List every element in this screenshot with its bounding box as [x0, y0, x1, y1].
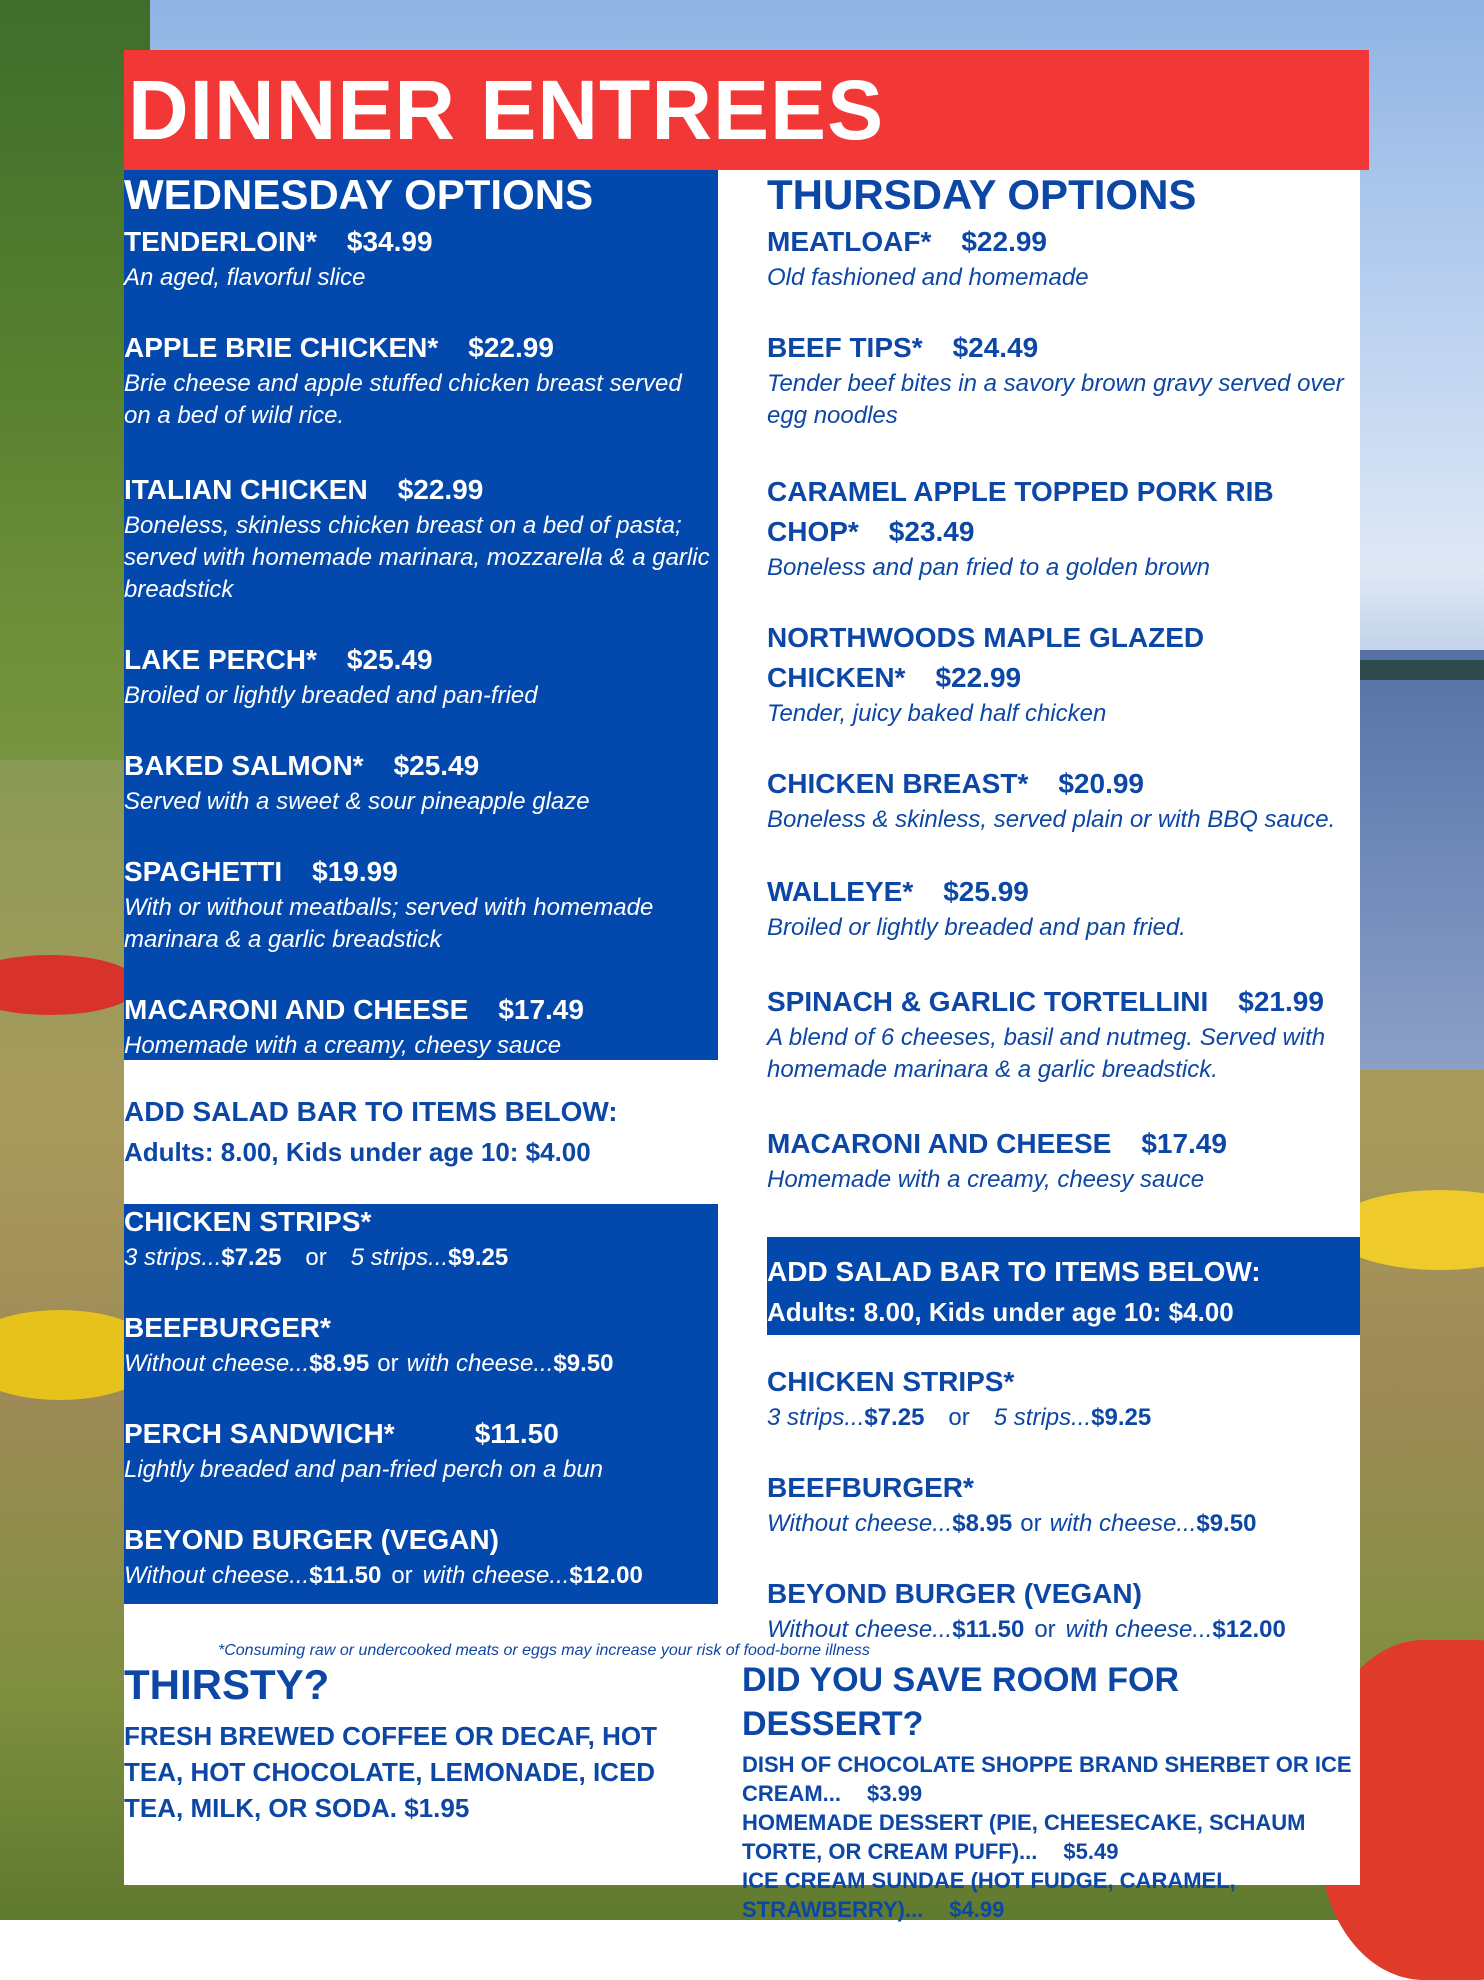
item-price: $11.50 [474, 1418, 559, 1449]
or-text: or [948, 1404, 970, 1431]
salad-bar-heading: ADD SALAD BAR TO ITEMS BELOW: [767, 1256, 1261, 1287]
item-price: $22.99 [397, 474, 484, 505]
menu-item [124, 1308, 714, 1380]
menu-item [124, 990, 714, 1062]
menu-item [124, 1520, 714, 1592]
or-text: or [391, 1562, 413, 1589]
thursday-column [767, 170, 1357, 1196]
item-name: SPINACH & GARLIC TORTELLINI [767, 986, 1209, 1017]
option-label: 5 strips... [350, 1244, 449, 1271]
dessert-heading: DID YOU SAVE ROOM FOR DESSERT? [742, 1661, 1180, 1743]
option-label: Without cheese... [767, 1616, 953, 1643]
menu-item [124, 852, 714, 956]
dessert-item [742, 1808, 1362, 1866]
menu-item [124, 222, 714, 294]
item-name: LAKE PERCH* [124, 644, 317, 675]
dessert-price: $5.49 [1063, 1839, 1119, 1864]
item-description: Boneless and pan fried to a golden brown [767, 554, 1210, 581]
or-text: or [1020, 1510, 1042, 1537]
option-price: $7.25 [864, 1404, 925, 1431]
item-description: Brie cheese and apple stuffed chicken breast served on a bed of wild rice. [124, 370, 682, 429]
item-name: CHICKEN STRIPS* [767, 1366, 1015, 1397]
item-name: PERCH SANDWICH* [124, 1418, 395, 1449]
option-label: with cheese... [406, 1350, 554, 1377]
item-price: $20.99 [1058, 768, 1144, 799]
option-price: $9.50 [553, 1350, 614, 1377]
item-price: $25.99 [943, 876, 1029, 907]
item-description: With or without meatballs; served with homemade marinara & a garlic breadstick [124, 894, 654, 953]
menu-item [124, 746, 714, 818]
option-price: $11.50 [309, 1562, 382, 1589]
item-price: $22.99 [961, 226, 1047, 257]
item-name: BEEFBURGER* [124, 1312, 331, 1343]
dessert-price: $4.99 [949, 1897, 1005, 1922]
salad-bar-prices: Adults: 8.00, Kids under age 10: $4.00 [767, 1297, 1234, 1327]
item-price: $25.49 [346, 644, 433, 675]
menu-item [767, 472, 1357, 584]
option-price: $9.50 [1196, 1510, 1257, 1537]
option-label: Without cheese... [124, 1350, 310, 1377]
dessert-price: $3.99 [867, 1781, 923, 1806]
or-text: or [377, 1350, 399, 1377]
option-price: $9.25 [1091, 1404, 1152, 1431]
option-label: with cheese... [1065, 1616, 1213, 1643]
item-name: BEYOND BURGER (VEGAN) [124, 1524, 499, 1555]
dessert-name: HOMEMADE DESSERT (PIE, CHEESECAKE, SCHAUM TORTE, OR CREAM PUFF)... [742, 1810, 1306, 1864]
item-name: CHICKEN BREAST* [767, 768, 1029, 799]
menu-item [767, 1362, 1357, 1434]
menu-item [767, 872, 1357, 944]
option-label: with cheese... [422, 1562, 570, 1589]
option-price: $12.00 [1212, 1616, 1286, 1643]
menu-item [124, 640, 714, 712]
option-price: $8.95 [309, 1350, 370, 1377]
item-name: BAKED SALMON* [124, 750, 364, 781]
menu-item [767, 1468, 1357, 1540]
item-description: Boneless & skinless, served plain or with BBQ sauce. [767, 806, 1336, 833]
menu-item [124, 470, 714, 606]
item-price: $17.49 [498, 994, 584, 1025]
item-description: Broiled or lightly breaded and pan-fried [124, 682, 538, 709]
item-description: A blend of 6 cheeses, basil and nutmeg. Served with homemade marinara & a garlic breadstick. [767, 1024, 1326, 1083]
item-name: TENDERLOIN* [124, 226, 317, 257]
item-description: Homemade with a creamy, cheesy sauce [767, 1166, 1205, 1193]
wednesday-extras [124, 1202, 714, 1592]
item-name: ITALIAN CHICKEN [124, 474, 368, 505]
dessert-item [742, 1750, 1362, 1808]
or-text: or [305, 1244, 327, 1271]
item-description: Boneless, skinless chicken breast on a bed of pasta; served with homemade marinara, mozzarella & a garlic breadstick [124, 512, 710, 603]
menu-item [767, 618, 1357, 730]
option-price: $7.25 [221, 1244, 282, 1271]
menu-item [124, 1414, 714, 1486]
item-name: SPAGHETTI [124, 856, 283, 887]
item-name: MEATLOAF* [767, 226, 932, 257]
item-name: BEEF TIPS* [767, 332, 923, 363]
item-price: $22.99 [468, 332, 554, 363]
wednesday-heading: WEDNESDAY OPTIONS [124, 171, 594, 218]
item-name: APPLE BRIE CHICKEN* [124, 332, 439, 363]
item-name: MACARONI AND CHEESE [124, 994, 469, 1025]
item-price: $17.49 [1141, 1128, 1227, 1159]
menu-item [124, 328, 714, 432]
item-name: CARAMEL APPLE TOPPED PORK RIB CHOP* [767, 476, 1274, 547]
drinks-text: FRESH BREWED COFFEE OR DECAF, HOT TEA, HOT CHOCOLATE, LEMONADE, ICED TEA, MILK, OR SODA. $1.95 [124, 1721, 658, 1823]
item-description: Old fashioned and homemade [767, 264, 1089, 291]
thursday-extras [767, 1362, 1357, 1646]
option-label: with cheese... [1049, 1510, 1197, 1537]
item-name: BEYOND BURGER (VEGAN) [767, 1578, 1142, 1609]
option-price: $8.95 [952, 1510, 1013, 1537]
item-name: MACARONI AND CHEESE [767, 1128, 1112, 1159]
wednesday-salad-bar [124, 1092, 714, 1172]
option-price: $9.25 [448, 1244, 509, 1271]
option-label: 3 strips... [124, 1244, 222, 1271]
option-price: $12.00 [569, 1562, 643, 1589]
item-description: Broiled or lightly breaded and pan fried. [767, 914, 1186, 941]
dessert-name: DISH OF CHOCOLATE SHOPPE BRAND SHERBET OR ICE CREAM... [742, 1752, 1352, 1806]
item-description: Served with a sweet & sour pineapple glaze [124, 788, 590, 815]
salad-bar-prices: Adults: 8.00, Kids under age 10: $4.00 [124, 1137, 591, 1167]
menu-item [767, 764, 1357, 836]
menu-item [767, 1124, 1357, 1196]
menu-item [767, 1574, 1357, 1646]
item-price: $25.49 [393, 750, 480, 781]
item-name: NORTHWOODS MAPLE GLAZED CHICKEN* [767, 622, 1205, 693]
option-label: Without cheese... [767, 1510, 953, 1537]
salad-bar-heading: ADD SALAD BAR TO ITEMS BELOW: [124, 1096, 618, 1127]
drinks-heading: THIRSTY? [124, 1661, 330, 1708]
option-price: $11.50 [952, 1616, 1025, 1643]
item-price: $23.49 [888, 516, 975, 547]
item-description: An aged, flavorful slice [124, 264, 366, 291]
title-banner [124, 50, 1369, 170]
item-price: $19.99 [312, 856, 398, 887]
option-label: 5 strips... [993, 1404, 1092, 1431]
item-name: CHICKEN STRIPS* [124, 1206, 372, 1237]
or-text: or [1034, 1616, 1056, 1643]
menu-item [767, 328, 1357, 432]
item-price: $21.99 [1238, 986, 1324, 1017]
dessert-item [742, 1866, 1362, 1924]
item-price: $22.99 [935, 662, 1022, 693]
dessert-section [742, 1658, 1362, 1924]
option-label: 3 strips... [767, 1404, 865, 1431]
item-price: $24.49 [952, 332, 1039, 363]
menu-item [767, 982, 1357, 1086]
item-name: WALLEYE* [767, 876, 914, 907]
item-description: Lightly breaded and pan-fried perch on a bun [124, 1456, 604, 1483]
item-name: BEEFBURGER* [767, 1472, 974, 1503]
wednesday-column [124, 170, 714, 1062]
item-description: Homemade with a creamy, cheesy sauce [124, 1032, 562, 1059]
menu-item [124, 1202, 714, 1274]
dessert-name: ICE CREAM SUNDAE (HOT FUDGE, CARAMEL, STRAWBERRY)... [742, 1868, 1236, 1922]
thursday-heading: THURSDAY OPTIONS [767, 171, 1197, 218]
drinks-section [124, 1660, 684, 1826]
item-description: Tender beef bites in a savory brown gravy served over egg noodles [767, 370, 1344, 429]
page-title: DINNER ENTREES [128, 63, 885, 157]
item-description: Tender, juicy baked half chicken [767, 700, 1107, 727]
option-label: Without cheese... [124, 1562, 310, 1589]
item-price: $34.99 [346, 226, 433, 257]
thursday-salad-bar [767, 1252, 1357, 1332]
menu-item [767, 222, 1357, 294]
food-safety-disclaimer: *Consuming raw or undercooked meats or eggs may increase your risk of food-borne illness [218, 1642, 870, 1659]
